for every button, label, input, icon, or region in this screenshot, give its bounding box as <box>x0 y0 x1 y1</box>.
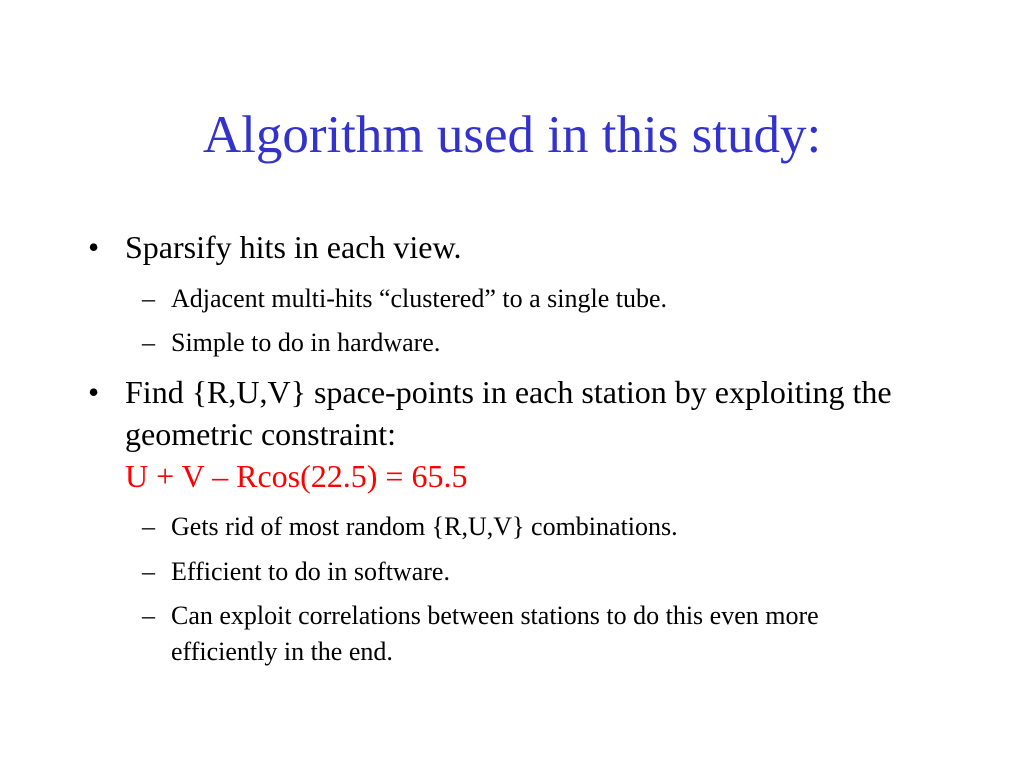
sub-item <box>142 598 902 670</box>
sub-item <box>142 325 902 361</box>
bullet-text: Sparsify hits in each view. <box>125 229 462 265</box>
sub-item-text: Can exploit correlations between stations to do this even more efficiently in the end. <box>171 601 819 666</box>
dash-marker: – <box>142 328 155 357</box>
bullet-marker: • <box>88 374 100 410</box>
constraint-formula: U + V – Rcos(22.5) = 65.5 <box>125 458 468 494</box>
bullet-item-sparsify <box>88 226 968 268</box>
sub-item <box>142 509 902 545</box>
dash-marker: – <box>142 512 155 541</box>
sub-item <box>142 281 902 317</box>
sub-item-text: Adjacent multi-hits “clustered” to a single tube. <box>171 284 668 313</box>
bullet-text: Find {R,U,V} space-points in each station by exploiting the geometric constraint: <box>125 374 892 452</box>
sub-item <box>142 554 902 590</box>
sub-item-text: Gets rid of most random {R,U,V} combinations. <box>171 512 678 541</box>
sub-item-text: Efficient to do in software. <box>171 557 450 586</box>
slide-title: Algorithm used in this study: <box>202 106 822 164</box>
dash-marker: – <box>142 557 155 586</box>
bullet-item-find-space-points <box>88 371 968 497</box>
sub-item-text: Simple to do in hardware. <box>171 328 441 357</box>
dash-marker: – <box>142 601 155 630</box>
bullet-text-block <box>125 371 968 497</box>
bullet-marker: • <box>88 229 100 265</box>
dash-marker: – <box>142 284 155 313</box>
